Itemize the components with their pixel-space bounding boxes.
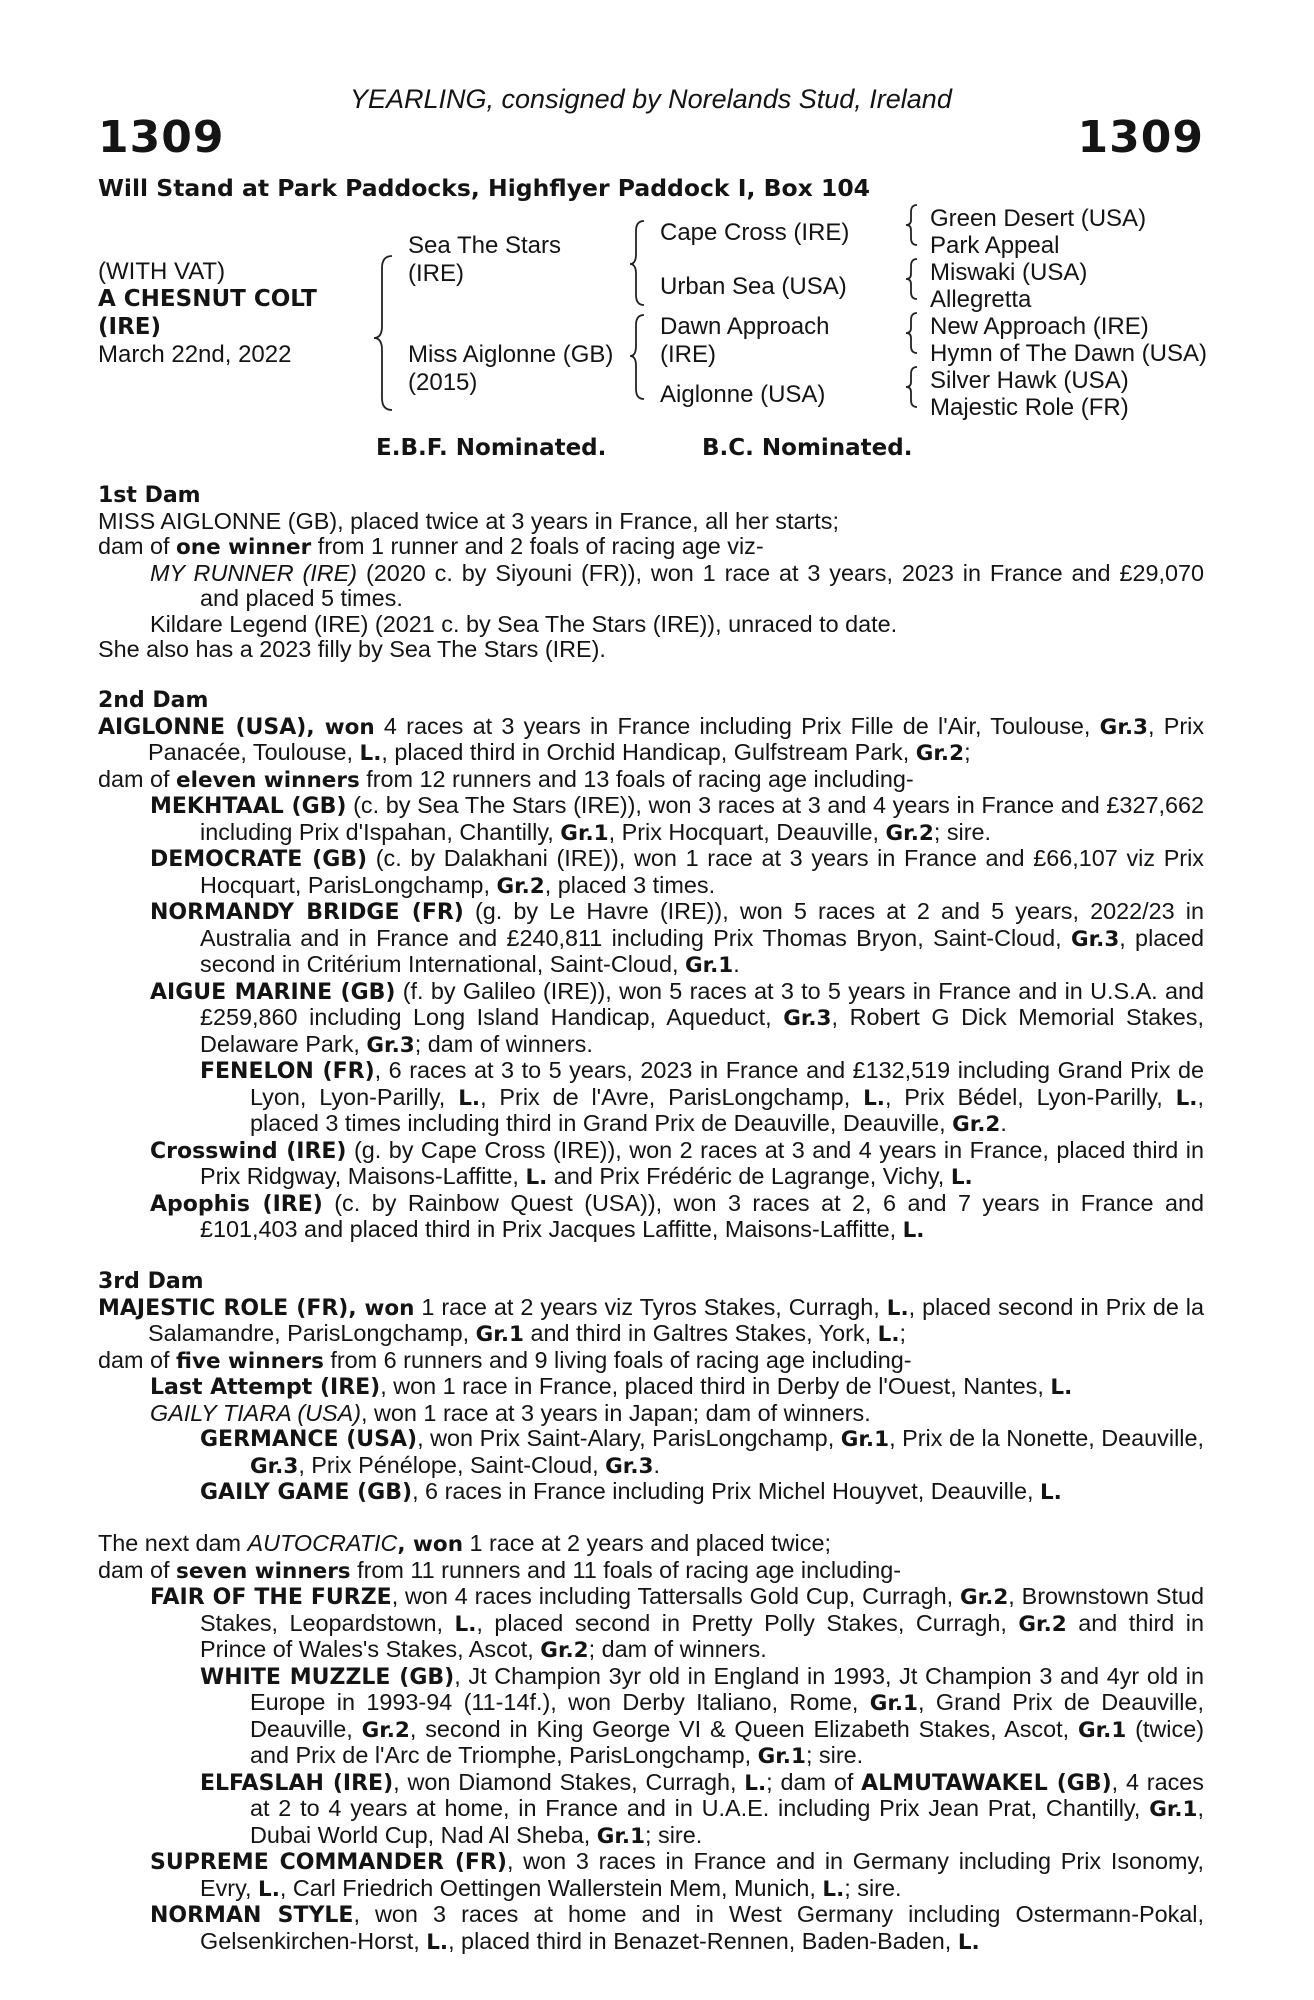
great-grandparent-3: Miswaki (USA) [930,259,1088,286]
produce-normandy-bridge: NORMANDY BRIDGE (FR) (g. by Le Havre (IRE)), won 5 races at 2 and 5 years, 2022/23 in Australia and in France and £240,811 including Prix Thomas Bryon, Saint-Cloud, Gr.3, placed second in Critérium International, Saint-Cloud, Gr.1. [150,898,1204,978]
brace-ggs1 [906,205,917,245]
brace-ggs2 [906,259,917,299]
brace-sire [630,221,644,305]
second-dam-heading: 2nd Dam [98,688,209,713]
produce-gaily-tiara: GAILY TIARA (USA), won 1 race at 3 years in Japan; dam of winners. [150,1399,871,1426]
produce-norman-style: NORMAN STYLE, won 3 races at home and in West Germany including Ostermann-Pokal, Gelsenkirchen-Horst, L., placed third in Benazet-Rennen, Baden-Baden, L. [150,1901,1204,1955]
bc-nomination: B.C. Nominated. [702,435,913,461]
consignment-line: YEARLING, consigned by Norelands Stud, Ireland [350,84,952,114]
great-grandparent-4: Allegretta [930,286,1032,313]
lot-number-left: 1309 [98,112,225,163]
great-grandparent-1: Green Desert (USA) [930,205,1147,232]
granddam-2: Aiglonne (USA) [660,381,826,408]
produce-supreme-commander: SUPREME COMMANDER (FR), won 3 races in France and in Germany including Prix Isonomy, Evry, L., Carl Friedrich Oettingen Wallerstein Mem, Munich, L.; sire. [150,1848,1204,1902]
third-dam-summary: MAJESTIC ROLE (FR), won 1 race at 2 years viz Tyros Stakes, Curragh, L., placed second in Prix de la Salamandre, ParisLongchamp, Gr.1 and third in Galtres Stakes, York, L.; [98,1293,1205,1347]
sire-name: Sea The Stars [408,232,561,259]
great-grandparent-8: Majestic Role (FR) [930,394,1129,421]
horse-country: (IRE) [98,314,162,340]
sire-country: (IRE) [408,260,464,287]
horse-name: A CHESNUT COLT [98,286,317,312]
third-dam-produce-line: dam of five winners from 6 runners and 9 living foals of racing age including- [98,1346,912,1374]
produce-apophis: Apophis (IRE) (c. by Rainbow Quest (USA)), won 3 races at 2, 6 and 7 years in France and £101,403 and placed third in Prix Jacques Laffitte, Maisons-Laffitte, L. [150,1189,1204,1243]
brace-main [374,256,392,410]
next-dam-produce-line: dam of seven winners from 11 runners and 11 foals of racing age including- [98,1556,902,1584]
grandsire-2-country: (IRE) [660,341,716,368]
produce-democrate: DEMOCRATE (GB) (c. by Dalakhani (IRE)), won 1 race at 3 years in France and £66,107 viz Prix Hocquart, ParisLongchamp, Gr.2, placed 3 times. [150,845,1204,899]
great-grandparent-7: Silver Hawk (USA) [930,367,1129,394]
ebf-nomination: E.B.F. Nominated. [376,435,607,461]
third-dam-heading: 3rd Dam [98,1269,204,1294]
grandsire-2: Dawn Approach [660,313,830,340]
lot-number-right: 1309 [1077,112,1204,163]
produce-fair-of-the-furze: FAIR OF THE FURZE, won 4 races including Tattersalls Gold Cup, Curragh, Gr.2, Brownstown Stud Stakes, Leopardstown, L., placed second in Pretty Polly Stakes, Curragh, Gr.2 and third in Prince of Wales's Stakes, Ascot, Gr.2; dam of winners. [150,1583,1204,1663]
produce-white-muzzle: WHITE MUZZLE (GB), Jt Champion 3yr old in England in 1993, Jt Champion 3 and 4yr old in Europe in 1993-94 (11-14f.), won Derby Italiano, Rome, Gr.1, Grand Prix de Deauville, Deauville, Gr.2, second in King George VI & Queen Elizabeth Stakes, Ascot, Gr.1 (twice) and Prix de l'Arc de Triomphe, ParisLongchamp, Gr.1; sire. [200,1662,1205,1769]
produce-gaily-game: GAILY GAME (GB), 6 races in France including Prix Michel Houyvet, Deauville, L. [200,1478,1062,1505]
first-dam-note: She also has a 2023 filly by Sea The Stars (IRE). [98,636,606,662]
first-dam-heading: 1st Dam [98,483,201,508]
foaling-date: March 22nd, 2022 [98,341,292,368]
first-dam-produce-line: dam of one winner from 1 runner and 2 foals of racing age viz- [98,533,764,560]
produce-aigue-marine: AIGUE MARINE (GB) (f. by Galileo (IRE)), won 5 races at 3 to 5 years in France and in U.S.A. and £259,860 including Long Island Handicap, Aqueduct, Gr.3, Robert G Dick Memorial Stakes, Delaware Park, Gr.3; dam of winners. [150,977,1204,1058]
produce-elfaslah: ELFASLAH (IRE), won Diamond Stakes, Curragh, L.; dam of ALMUTAWAKEL (GB), 4 races at 2 to 4 years at home, in France and in U.A.E. including Prix Jean Prat, Chantilly, Gr.1, Dubai World Cup, Nad Al Sheba, Gr.1; sire. [200,1768,1204,1849]
granddam-1: Urban Sea (USA) [660,273,847,300]
second-dam-summary: AIGLONNE (USA), won 4 races at 3 years in France including Prix Fille de l'Air, Toulouse, Gr.3, Prix Panacée, Toulouse, L., placed third in Orchid Handicap, Gulfstream Park, Gr.2; [98,712,1205,766]
brace-ggs4 [906,367,917,407]
great-grandparent-5: New Approach (IRE) [930,313,1149,340]
next-dam-summary: The next dam AUTOCRATIC, won 1 race at 2 years and placed twice; [98,1530,831,1557]
dam-year: (2015) [408,369,478,396]
dam-name: Miss Aiglonne (GB) [408,341,614,368]
produce-mekhtaal: MEKHTAAL (GB) (c. by Sea The Stars (IRE)), won 3 races at 3 and 4 years in France and £327,662 including Prix d'Ispahan, Chantilly, Gr.1, Prix Hocquart, Deauville, Gr.2; sire. [150,792,1204,846]
stand-location: Will Stand at Park Paddocks, Highflyer Paddock I, Box 104 [98,174,871,202]
first-dam-summary: MISS AIGLONNE (GB), placed twice at 3 years in France, all her starts; [98,507,839,534]
produce-last-attempt: Last Attempt (IRE), won 1 race in France, placed third in Derby de l'Ouest, Nantes, L. [150,1373,1073,1400]
great-grandparent-2: Park Appeal [930,232,1060,259]
produce-kildare-legend: Kildare Legend (IRE) (2021 c. by Sea The Stars (IRE)), unraced to date. [150,610,898,637]
second-dam-produce-line: dam of eleven winners from 12 runners and 13 foals of racing age including- [98,765,914,793]
produce-fenelon: FENELON (FR), 6 races at 3 to 5 years, 2023 in France and £132,519 including Grand Prix de Lyon, Lyon-Parilly, L., Prix de l'Avre, ParisLongchamp, L., Prix Bédel, Lyon-Parilly, L., placed 3 times including third in Grand Prix de Deauville, Deauville, Gr.2. [200,1057,1204,1137]
brace-dam [630,315,644,399]
brace-ggs3 [906,313,917,353]
produce-germance: GERMANCE (USA), won Prix Saint-Alary, ParisLongchamp, Gr.1, Prix de la Nonette, Deauville, Gr.3, Prix Pénélope, Saint-Cloud, Gr.3. [200,1425,1204,1479]
great-grandparent-6: Hymn of The Dawn (USA) [930,340,1207,367]
grandsire-1: Cape Cross (IRE) [660,219,850,246]
produce-crosswind: Crosswind (IRE) (g. by Cape Cross (IRE)), won 2 races at 3 and 4 years in France, placed third in Prix Ridgway, Maisons-Laffitte, L. and Prix Frédéric de Lagrange, Vichy, L. [150,1136,1204,1190]
vat-note: (WITH VAT) [98,258,226,285]
produce-my-runner: MY RUNNER (IRE) (2020 c. by Siyouni (FR)), won 1 race at 3 years, 2023 in France and £29,070 and placed 5 times. [150,559,1204,611]
dam-produce-record [98,483,1204,1955]
